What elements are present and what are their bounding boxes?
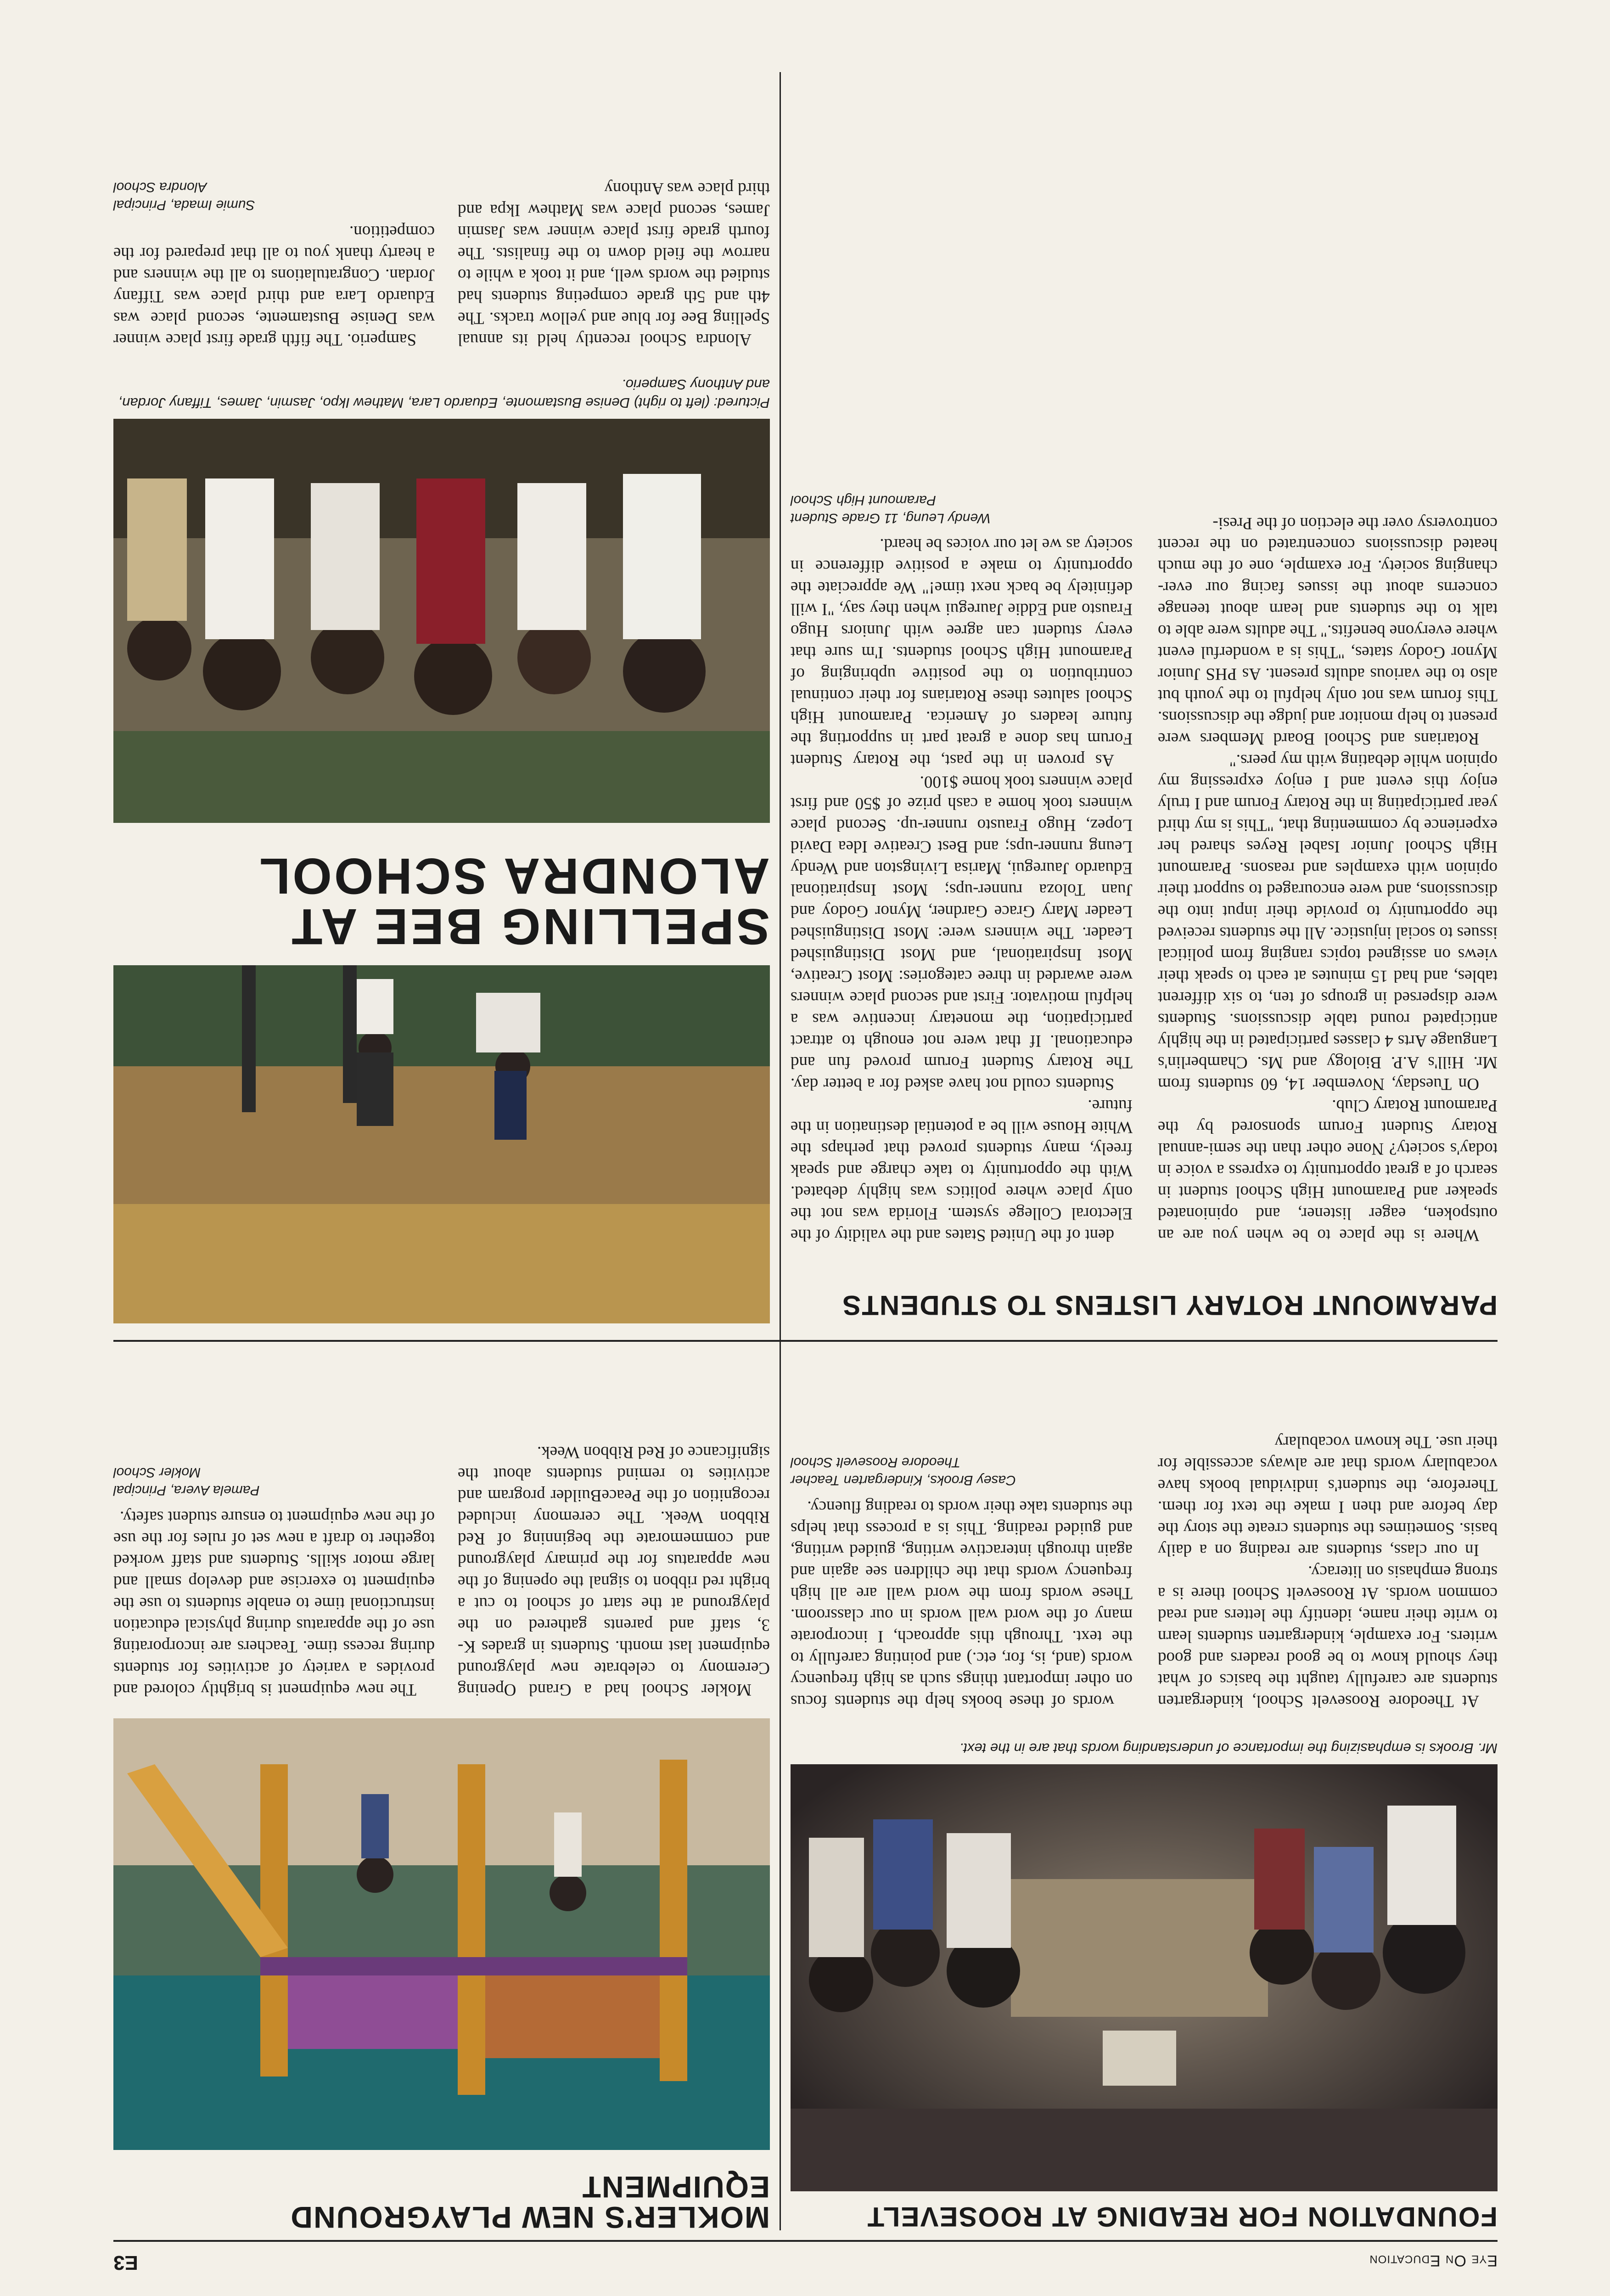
roosevelt-column-2: [791, 1453, 1133, 1711]
spelling-column-2: [113, 178, 435, 350]
paragraph: Samperio. The fifth grade first place winner was Denise Bustamente, second place was Eduardo Lara and third place was Tiffany Jordan. Congratulations to all the winners and a hearty thank you to all that prepared for the competition.: [113, 222, 435, 349]
paragraph: In our class, students are reading on a daily basis. Sometimes the students create the story the day before and then I make the text for them. Therefore, the student's individual books have vocabulary words that are always accessible for their use. The known vocabulary: [1158, 1433, 1498, 1560]
spelling-column-1: [458, 177, 770, 350]
spelling-winners-photo: [113, 419, 770, 823]
paragraph: At Theodore Roosevelt School, kindergarten students are carefully taught the basics of what they should know to be good readers and good writers. For example, kindergarten students learn to write their name, identify the letters and read common words. At Roosevelt School there is a strong emphasis on literacy.: [1158, 1562, 1498, 1711]
roosevelt-signature: Casey Brooks, Kindergarten Teacher Theodore Roosevelt School: [791, 1455, 1016, 1488]
page-number: E3: [113, 2251, 138, 2274]
roosevelt-classroom-photo: [791, 1764, 1498, 2191]
paragraph: As proven in the past, the Rotary Student Forum has done a great part in supporting the future leaders of America. Paramount High School salutes these Rotarians for their continual contribution to the positive upbringing of Paramount High School students. I'm sure that every student can agree with Juniors Hugo Frausto and Eddie Jauregui when they say, "I will definitely be back next time!" We appreciate the opportunity to make a positive difference in society as we let our voices be heard.: [791, 535, 1133, 770]
paragraph: The new equipment is brightly colored and provides a variety of activities for students during recess time. Teachers are incorporating use of the apparatus during physical education instructional time to enable students to use the equipment to exercise and develop small and large motor skills. Students and staff worked together to draft a new set of rules for the use of the new equipment to ensure student safety.: [113, 1508, 435, 1699]
mokler-headline: MOKLER'S NEW PLAYGROUND EQUIPMENT: [290, 2170, 770, 2234]
section-title: Eye On Education: [1369, 2252, 1498, 2269]
paragraph: Mokler School had a Grand Opening Ceremony to celebrate new playground equipment last month. Students in grades K-3, staff and parents gathered on the playground at the start of school to cut a bright red ribbon to signal the opening of the new apparatus for the primary playground and commemorate the beginning of Red Ribbon Week. The ceremony included recognition of the PeaceBuilder program and activities to remind students about the significance of Red Ribbon Week.: [458, 1443, 770, 1699]
roosevelt-caption: Mr. Brooks is emphasizing the importance of understanding words that are in the text.: [959, 1740, 1498, 1756]
spelling-caption: Pictured: (left to right) Denise Bustamonte, Eduardo Lara, Mathew Ikpo, Jasmin, James, Tiffany Jordan, and Anthony Samperio.: [118, 376, 770, 411]
mokler-column-1: [458, 1441, 770, 1700]
paragraph: Where is the place to be when you are an outspoken, eager listener, and opinionated speaker and Paramount High School student in search of a great opportunity to express a voice in today's society? None other than the semi-annual Rotary Student Forum sponsored by the Paramount Rotary Club.: [1158, 1096, 1498, 1244]
rotary-signature: Wendy Leung, 11 Grade Student Paramount High School: [791, 492, 991, 526]
section-divider: [113, 1340, 1498, 1342]
rotary-column-1: [1158, 512, 1498, 1245]
winners-illustration: [113, 419, 770, 823]
roosevelt-column-1: [1158, 1431, 1498, 1711]
mokler-signature: Pamela Avera, Principal Mokler School: [113, 1465, 260, 1498]
rotary-forum-photo: [113, 965, 770, 1323]
roosevelt-headline: FOUNDATION FOR READING AT ROOSEVELT: [866, 2201, 1498, 2232]
rotary-column-2: [791, 491, 1133, 1245]
playground-illustration: [113, 1718, 770, 2150]
spelling-signature: Sumie Imada, Principal Alondra School: [113, 180, 255, 213]
paragraph: Rotarians and School Board Members were present to help monitor and judge the discussions. This forum was not only helpful to the youth but also to the various adults present. As PHS Junior Mynor Godoy states, "This is a wonderful event where everyone benefits." The adults were able to talk to the students and learn about teenage concerns about the issues facing our ever-changing society. For example, one of the much heated discussions concentrated on the recent controversy over the election of the Presi-: [1158, 513, 1498, 748]
rotary-headline: PARAMOUNT ROTARY LISTENS TO STUDENTS: [841, 1290, 1498, 1321]
mokler-playground-photo: [113, 1718, 770, 2150]
mokler-column-2: [113, 1463, 435, 1700]
paragraph: On Tuesday, November 14, 60 students from Mr. Hill's A.P. Biology and Ms. Chamberlin's Language Arts 4 classes participated in the highly anticipated round table discussions. Students were dispersed in groups of ten, to six different tables, and had 15 minutes at each to speak their views on assigned topics ranging from political issues to social injustice. All the students received the opportunity to provide their input into the discussions, and were encouraged to support their opinion with examples and reasons. Paramount High School Junior Isabel Reyes shared her experience by commenting that, "This is my third year participating in the Rotary Forum and I truly enjoy this event and I enjoy expressing my opinion while debating with my peers.": [1158, 751, 1498, 1094]
paragraph: Alondra School recently held its annual Spelling Bee for blue and yellow tracks. The 4th and 5th grade competing students had studied the words well, and it took a while to narrow the field down to the finalists. The fourth grade first place winner was Jasmin James, second place was Mathew Ikpa and third place was Anthony: [458, 179, 770, 349]
column-divider: [780, 72, 781, 2230]
forum-illustration: [113, 965, 770, 1323]
spelling-headline: SPELLING BEE AT ALONDRA SCHOOL: [257, 848, 770, 955]
classroom-illustration: [791, 1764, 1498, 2191]
page-folio: [113, 2240, 1498, 2274]
paragraph: Students could not have asked for a better day. The Rotary Student Forum proved fun and educational. If that were not enough to attract participation, the monetary incentive was a helpful motivator. First and second place winners were awarded in three categories: Most Creative, Most Inspirational, and Most Distinguished Leader. The winners were: Most Distinguished Leader Mary Grace Gardner, Mynor Godoy and Juan Toloza runner-ups; Most Inspirational Eduardo Jauregui, Marisa Livingston and Wendy Leung runner-ups; and Best Creative Idea David Lopez, Hugo Frausto runner-up. Second place winners took home a cash prize of $50 and first place winners took home $100.: [791, 772, 1133, 1094]
paragraph: dent of the United States and the validity of the Electoral College system. Florida was not the only place where politics was highly debated. With the opportunity to take charge and speak freely, many students proved that perhaps the White House will be a potential destination in the future.: [791, 1096, 1133, 1244]
paragraph: words of these books help the students focus on other important things such as high frequency words (and, is, for, etc.) and pointing carefully to the text. Through this approach, I incorporate many of the word wall words in our classroom. These words from the word wall are all high frequency words that the children see again and again through interactive writing, guided writing, and guided reading. This is a process that helps the students take their words to reading fluency.: [791, 1497, 1133, 1711]
